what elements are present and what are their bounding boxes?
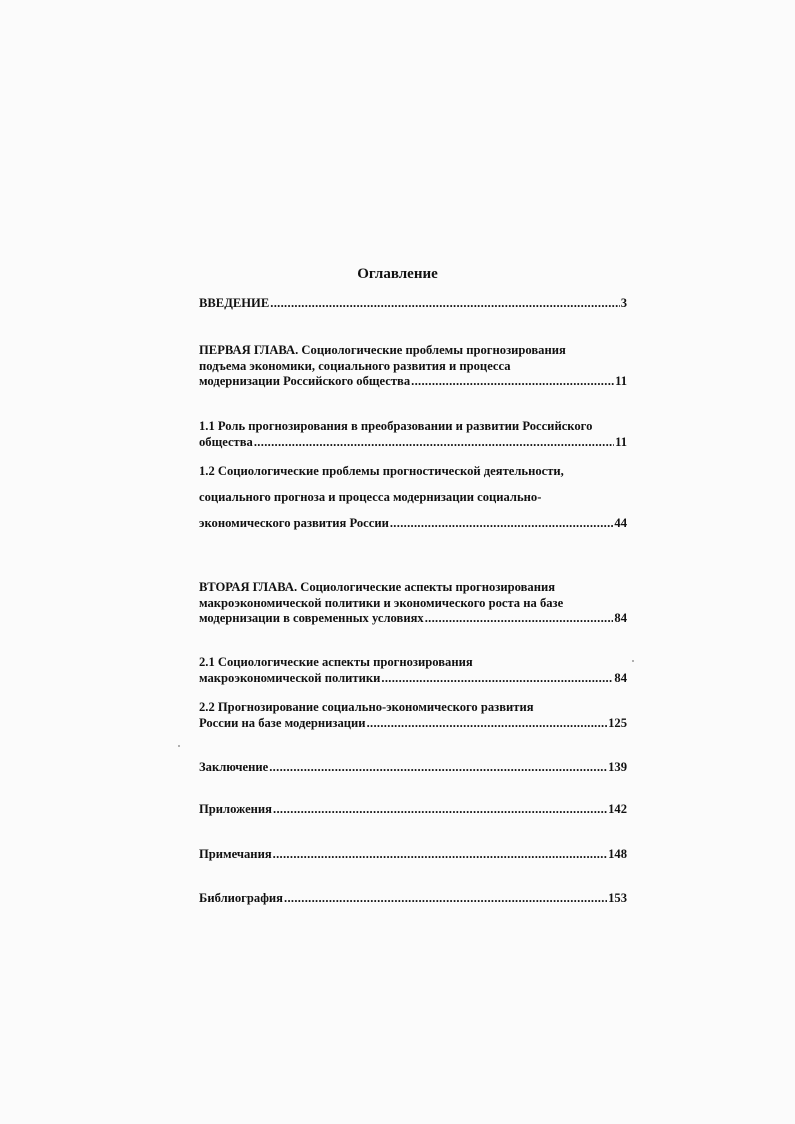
leader-dots [273,802,607,818]
toc-entry-text: Приложения [199,802,272,816]
toc-entry-line: 2.2 Прогнозирование социально-экономического развития [199,700,534,714]
toc-entry-notes[interactable] [199,847,627,863]
leader-dots [254,435,614,451]
toc-entry-chapter-1[interactable] [199,343,627,390]
toc-page-number: 142 [608,802,627,816]
leader-dots [381,671,613,687]
toc-page-number: 84 [614,611,627,625]
leader-dots [390,510,614,536]
toc-entry-line: 1.2 Социологические проблемы прогностической деятельности, [199,464,564,478]
leader-dots [284,891,607,907]
toc-entry-line: социального прогноза и процесса модернизации социально- [199,490,542,504]
toc-entry-appendices[interactable] [199,802,627,818]
leader-dots [270,296,619,312]
toc-entry-text: России на базе модернизации [199,715,366,730]
toc-entry-section-1-2[interactable] [199,458,627,536]
scan-speck [178,745,180,747]
toc-entry-line: ВТОРАЯ ГЛАВА. Социологические аспекты прогнозирования [199,580,556,594]
toc-entry-text: макроэкономической политики [199,670,381,685]
toc-entry-intro[interactable] [199,296,627,312]
toc-entry-section-2-2[interactable] [199,700,627,731]
toc-entry-conclusion[interactable] [199,760,627,776]
leader-dots [269,760,607,776]
toc-page-number: 125 [608,715,627,730]
toc-entry-line: 2.1 Социологические аспекты прогнозирования [199,655,473,669]
toc-entry-section-2-1[interactable] [199,655,627,686]
leader-dots [273,847,607,863]
toc-entry-text: Примечания [199,847,272,861]
page-title: Оглавление [357,266,438,282]
toc-page-number: 3 [620,296,627,310]
toc-entry-line: 1.1 Роль прогнозирования в преобразовании и развитии Российского [199,419,593,433]
toc-entry-text: модернизации Российского общества [199,374,411,388]
toc-entry-text: ВВЕДЕНИЕ [199,296,270,310]
toc-entry-text: экономического развития России [199,516,389,530]
toc-entry-text: модернизации в современных условиях [199,611,424,625]
toc-entry-line: макроэкономической политики и экономического роста на базе [199,595,564,610]
toc-page-number: 148 [608,847,627,861]
toc-page-number: 11 [615,434,627,449]
toc-page-number: 84 [614,670,627,685]
leader-dots [411,374,614,390]
leader-dots [367,716,608,732]
toc-entry-line: ПЕРВАЯ ГЛАВА. Социологические проблемы прогнозирования [199,343,566,357]
toc-page-number: 44 [614,516,627,530]
toc-entry-line: подъема экономики, социального развития и процесса [199,358,511,373]
toc-entry-bibliography[interactable] [199,891,627,907]
scan-speck [632,660,634,662]
toc-entry-text: Заключение [199,760,269,774]
toc-page-number: 139 [608,760,627,774]
toc-page-number: 153 [608,891,627,905]
toc-entry-text: общества [199,434,253,449]
toc-entry-chapter-2[interactable] [199,580,627,627]
leader-dots [425,611,614,627]
toc-entry-text: Библиография [199,891,283,905]
toc-entry-section-1-1[interactable] [199,419,627,450]
toc-page-number: 11 [615,374,627,388]
